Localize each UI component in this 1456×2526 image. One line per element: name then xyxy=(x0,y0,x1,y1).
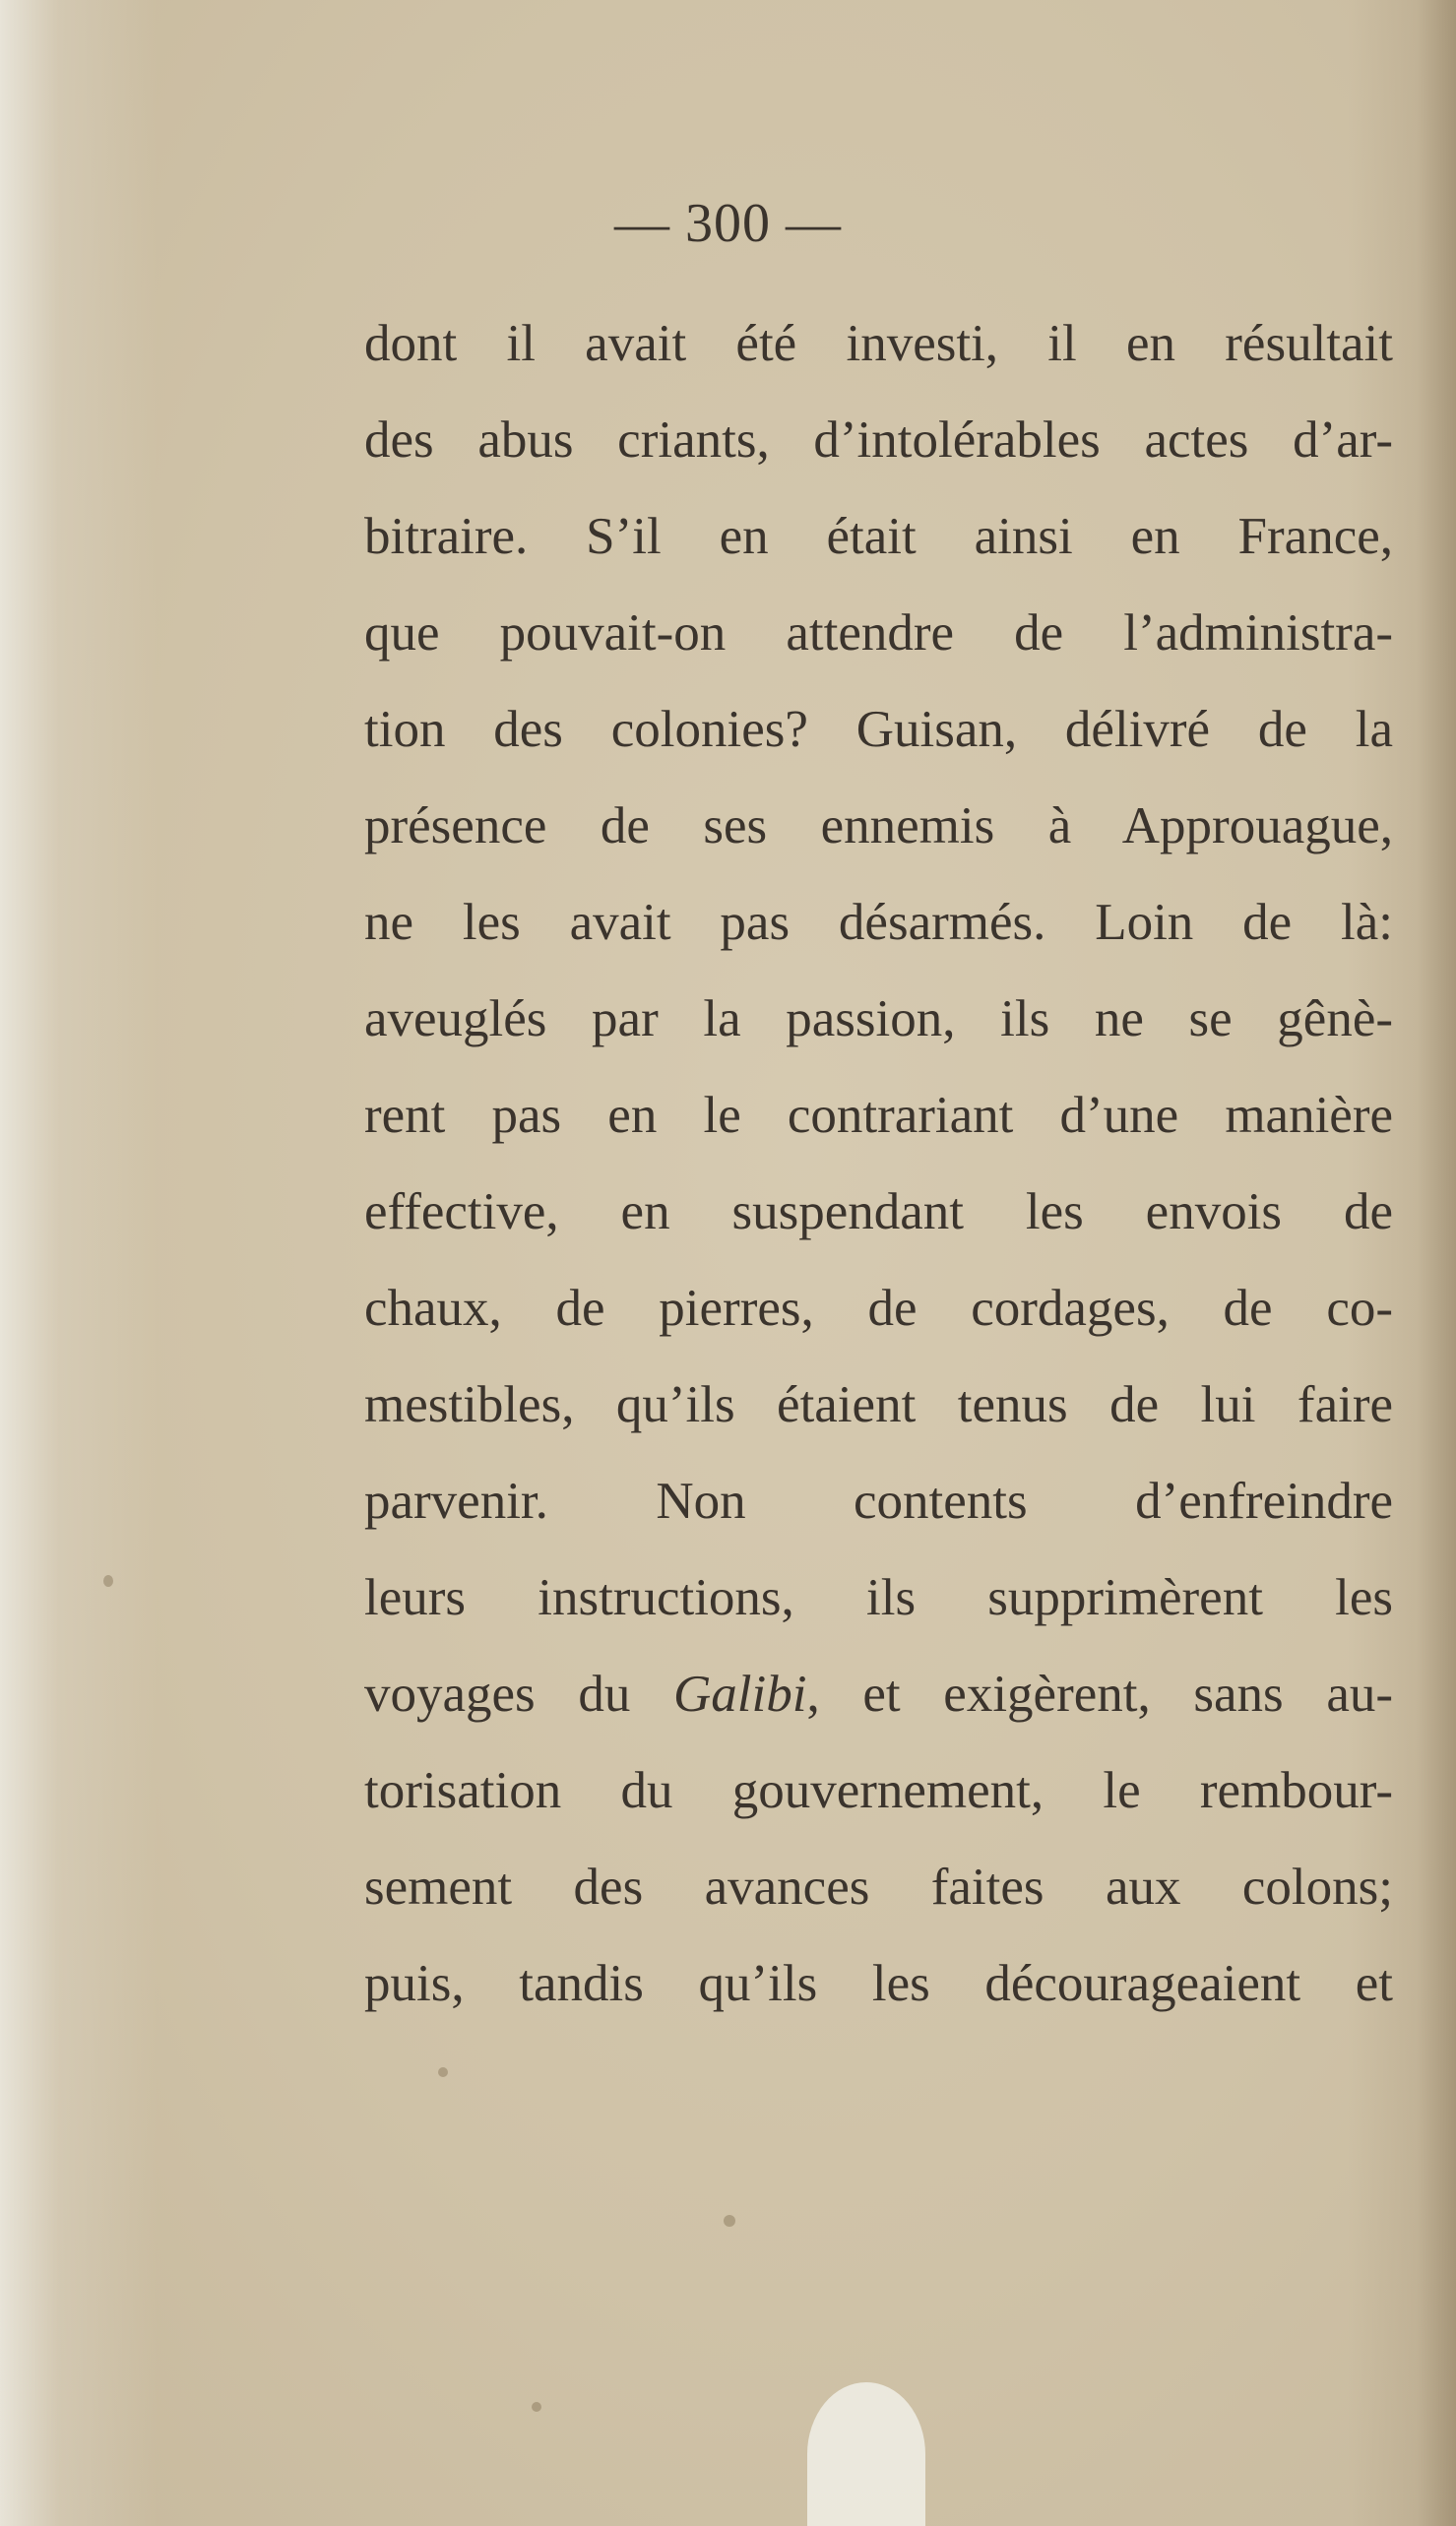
text-line: tion des colonies? Guisan, délivré de la xyxy=(364,701,1393,758)
paper-stain xyxy=(532,2402,541,2412)
text-line: bitraire. S’il en était ainsi en France, xyxy=(364,508,1393,565)
paper-stain xyxy=(103,1575,113,1587)
text-segment: , et exigèrent, sans au- xyxy=(806,1666,1393,1723)
page-number: — 300 — xyxy=(614,193,842,254)
text-line: dont il avait été investi, il en résultait xyxy=(364,315,1393,372)
text-line: effective, en suspendant les envois de xyxy=(364,1183,1393,1240)
text-line: rent pas en le contrariant d’une manière xyxy=(364,1087,1393,1144)
text-line: sement des avances faites aux colons; xyxy=(364,1859,1393,1916)
ship-name-italic: Galibi xyxy=(673,1666,807,1723)
text-line: aveuglés par la passion, ils ne se gênè- xyxy=(364,990,1393,1047)
paper-stain xyxy=(438,2067,448,2077)
text-line: présence de ses ennemis à Approuague, xyxy=(364,797,1393,854)
paper-stain xyxy=(724,2215,735,2227)
text-line: ne les avait pas désarmés. Loin de là: xyxy=(364,894,1393,951)
text-line: mestibles, qu’ils étaient tenus de lui faire xyxy=(364,1376,1393,1433)
text-line: leurs instructions, ils supprimèrent les xyxy=(364,1569,1393,1626)
text-line: des abus criants, d’intolérables actes d’ar- xyxy=(364,411,1393,469)
paper-tear xyxy=(807,2382,925,2526)
text-line: torisation du gouvernement, le rembour- xyxy=(364,1762,1393,1819)
text-line: chaux, de pierres, de cordages, de co- xyxy=(364,1280,1393,1337)
text-segment: voyages du xyxy=(364,1666,674,1723)
body-text xyxy=(364,295,1393,2032)
text-line: parvenir. Non contents d’enfreindre xyxy=(364,1473,1393,1530)
text-line-voyages xyxy=(364,1646,1393,1742)
text-line: puis, tandis qu’ils les décourageaient et xyxy=(364,1955,1393,2012)
text-line: que pouvait-on attendre de l’administra- xyxy=(364,604,1393,662)
